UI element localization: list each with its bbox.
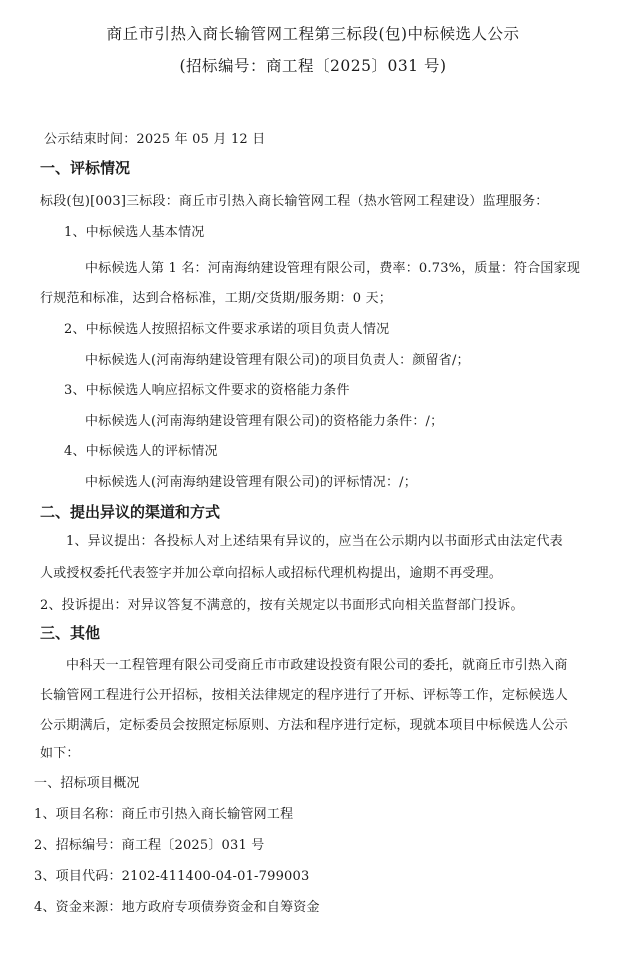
objection-line2: 人或授权委托代表签字并加公章向招标人或招标代理机构提出，逾期不再受理。 xyxy=(40,566,503,581)
overview-heading: 一、招标项目概况 xyxy=(34,776,140,791)
other-para-line4: 如下： xyxy=(40,746,80,761)
other-para-line1: 中科天一工程管理有限公司受商丘市市政建设投资有限公司的委托，就商丘市引热入商 xyxy=(66,658,568,673)
lot-description: 标段(包)[003]三标段：商丘市引热入商长输管网工程（热水管网工程建设）监理服务： xyxy=(40,194,549,209)
section-heading-evaluation: 一、评标情况 xyxy=(40,159,131,177)
complaint-line: 2、投诉提出：对异议答复不满意的，按有关规定以书面形式向相关监督部门投诉。 xyxy=(40,598,524,613)
document-title: 商丘市引热入商长输管网工程第三标段(包)中标候选人公示 xyxy=(106,25,520,43)
item1-line1: 中标候选人第 1 名：河南海纳建设管理有限公司，费率：0.73%，质量：符合国家现 xyxy=(85,261,581,276)
other-para-line3: 公示期满后，定标委员会按照定标原则、方法和程序进行定标，现就本项目中标候选人公示 xyxy=(40,718,569,733)
tender-number-subtitle: (招标编号：商工程〔2025〕031 号) xyxy=(179,57,447,75)
objection-line1: 1、异议提出：各投标人对上述结果有异议的，应当在公示期内以书面形式由法定代表 xyxy=(66,534,563,549)
item3-body: 中标候选人(河南海纳建设管理有限公司)的资格能力条件：/； xyxy=(85,414,444,429)
item4-body: 中标候选人(河南海纳建设管理有限公司)的评标情况：/； xyxy=(85,475,417,490)
item2-body: 中标候选人(河南海纳建设管理有限公司)的项目负责人：颜留省/； xyxy=(85,353,470,368)
item1-line2: 行规范和标准，达到合格标准，工期/交货期/服务期：0 天； xyxy=(40,291,392,306)
other-para-line2: 长输管网工程进行公开招标，按相关法律规定的程序进行了开标、评标等工作，定标候选人 xyxy=(40,688,569,703)
section-heading-objection: 二、提出异议的渠道和方式 xyxy=(40,503,221,521)
project-name: 1、项目名称：商丘市引热入商长输管网工程 xyxy=(34,807,294,822)
tender-number: 2、招标编号：商工程〔2025〕031 号 xyxy=(34,838,265,853)
item2-title: 2、中标候选人按照招标文件要求承诺的项目负责人情况 xyxy=(64,322,390,337)
fund-source: 4、资金来源：地方政府专项债券资金和自筹资金 xyxy=(34,900,320,915)
item4-title: 4、中标候选人的评标情况 xyxy=(64,444,218,459)
publicity-end-time: 公示结束时间：2025 年 05 月 12 日 xyxy=(44,132,266,147)
item3-title: 3、中标候选人响应招标文件要求的资格能力条件 xyxy=(64,383,350,398)
section-heading-other: 三、其他 xyxy=(40,624,101,642)
project-code: 3、项目代码：2102-411400-04-01-799003 xyxy=(34,869,310,884)
item1-title: 1、中标候选人基本情况 xyxy=(64,225,205,240)
